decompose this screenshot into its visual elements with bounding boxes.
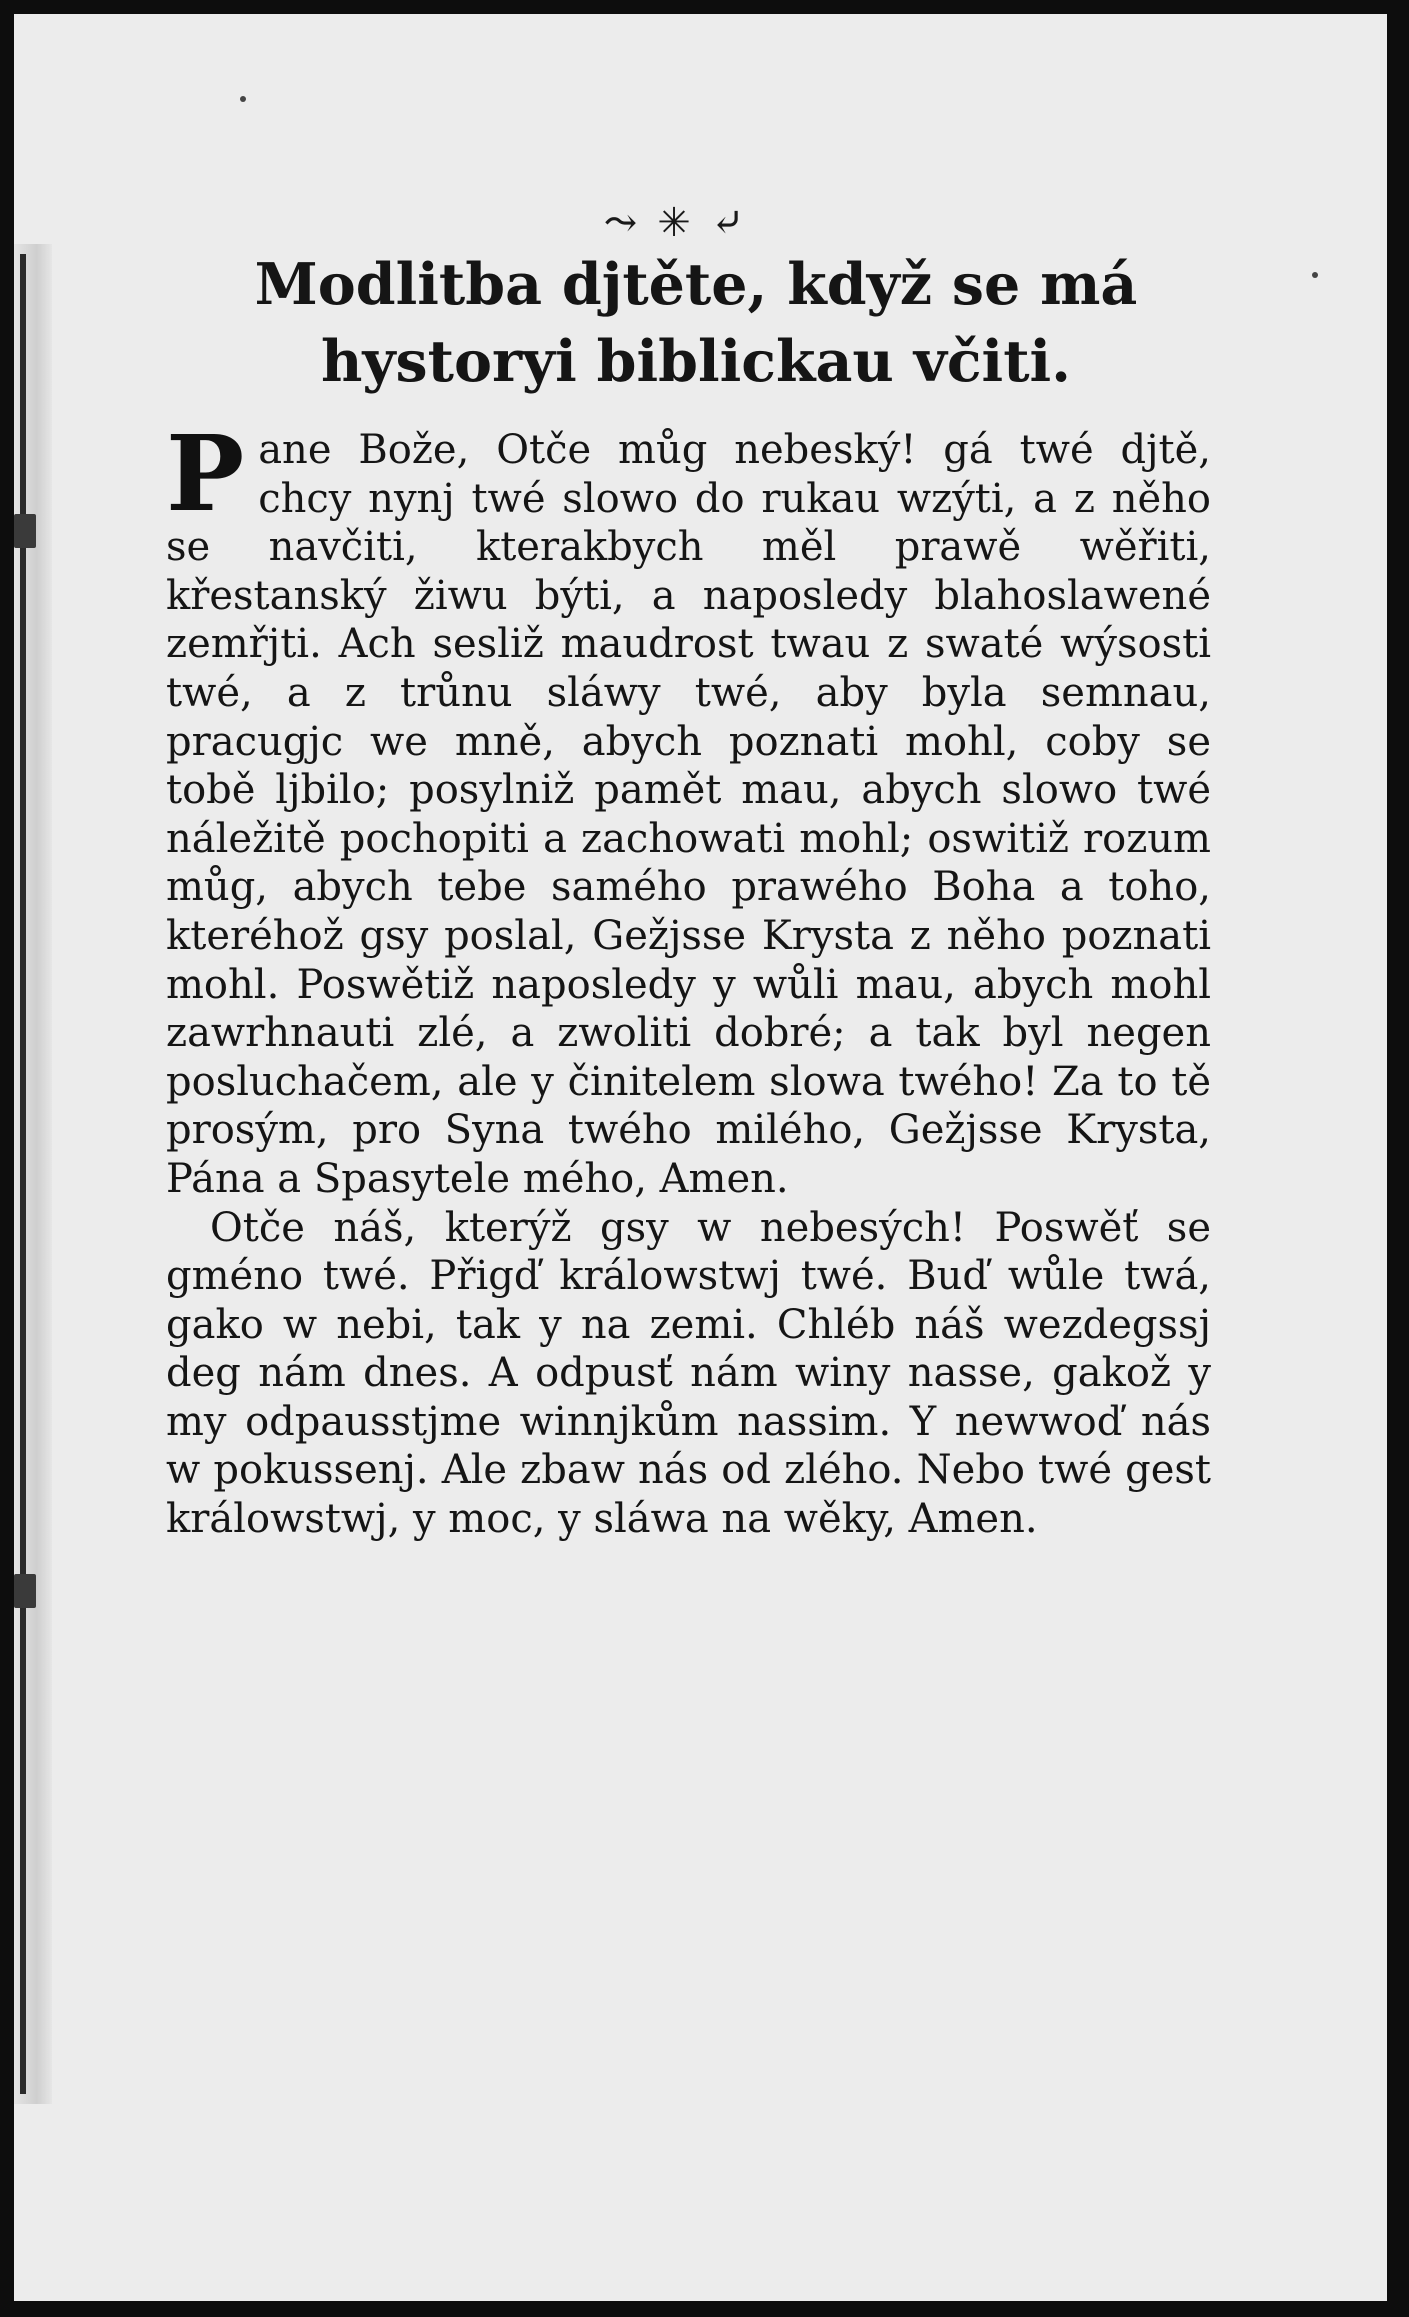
lords-prayer-paragraph: Otče náš, kterýž gsy w nebesých! Poswěť se gméno twé. Přigď králowstwj twé. Buď wůle twá, gako w nebi, tak y na zemi. Chléb náš wezdegssj deg nám dnes. A odpusť nám winy nasse, gakož y my odpausstjme winnjkům nassim. Y newwoď nás w pokussenj. Ale zbaw nás od zlého. Nebo twé gest králowstwj, y moc, y sláwa na wěky, Amen. [166, 1204, 1211, 1543]
binding-mark [14, 514, 36, 548]
star-ornament-icon: ✳ [657, 200, 691, 246]
book-page [14, 14, 1387, 2301]
right-flourish-icon: ⤶ [710, 200, 745, 246]
prayer-text: ane Bože, Otče můg nebeský! gá twé djtě, chcy nynj twé slowo do rukau wzýti, a z něho se navčiti, kterakbych měl prawě wěřiti, křestanský žiwu býti, a naposledy blahoslawené zemřjti. Ach sesliž maudrost twau z swaté wýsosti twé, a z trůnu sláwy twé, aby byla semnau, pracugjc we mně, abych poznati mohl, coby se tobě ljbilo; posylniž pamět mau, abych slowo twé náležitě pochopiti a zachowati mohl; oswitiž rozum můg, abych tebe samého prawého Boha a toho, kteréhož gsy poslal, Gežjsse Krysta z něho poznati mohl. Poswětiž naposledy y wůli mau, abych mohl zawrhnauti zlé, a zwoliti dobré; a tak byl negen posluchačem, ale y činitelem slowa twého! Za to tě prosým, pro Syna twého milého, Gežjsse Krysta, Pána a Spasytele mého, Amen. [166, 427, 1211, 1202]
header-ornament [539, 196, 809, 250]
left-flourish-icon: ⤳ [603, 200, 638, 246]
main-text [166, 412, 1211, 1544]
prayer-paragraph [166, 412, 1211, 1204]
drop-cap: P [166, 412, 245, 535]
paper-speck [240, 96, 246, 102]
prayer-title: Modlitba djtěte, když se má hystoryi biblickau včiti. [254, 251, 1138, 395]
binding-mark [14, 1574, 36, 1608]
paper-speck [1312, 272, 1318, 278]
